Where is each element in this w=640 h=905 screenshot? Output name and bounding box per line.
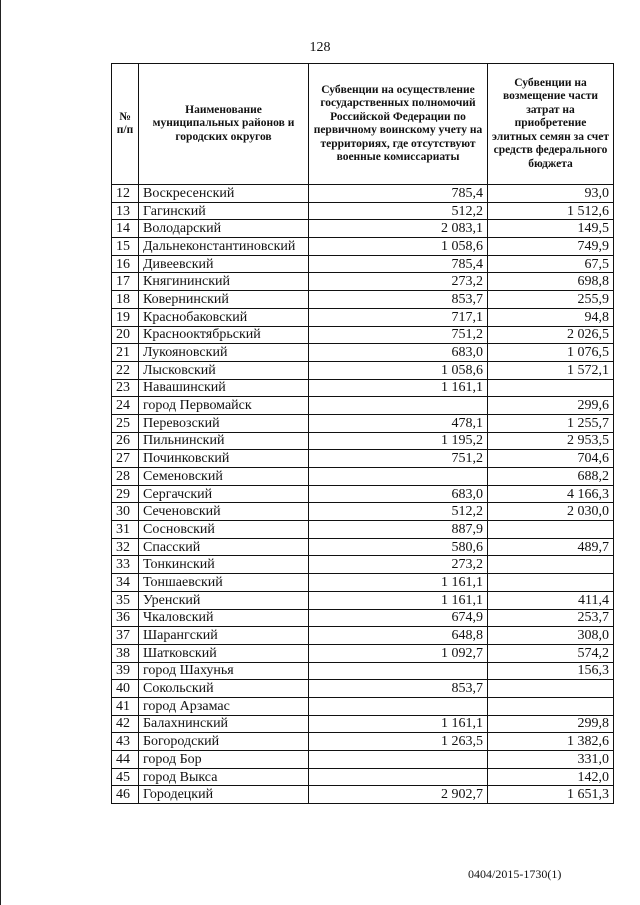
military-registration-value-cell: 1 058,6	[309, 361, 488, 379]
table-row	[112, 468, 614, 486]
military-registration-value-cell: 887,9	[309, 521, 488, 539]
elite-seeds-value-cell: 1 512,6	[488, 202, 614, 220]
military-registration-value-cell: 1 161,1	[309, 574, 488, 592]
row-number-cell: 45	[112, 768, 139, 786]
table-row	[112, 715, 614, 733]
military-registration-value-cell: 273,2	[309, 556, 488, 574]
military-registration-value-cell	[309, 768, 488, 786]
row-number-cell: 40	[112, 680, 139, 698]
military-registration-value-cell: 853,7	[309, 291, 488, 309]
row-number-cell: 22	[112, 361, 139, 379]
elite-seeds-value-cell: 749,9	[488, 238, 614, 256]
elite-seeds-value-cell: 94,8	[488, 308, 614, 326]
municipality-name-cell: Спасский	[139, 538, 309, 556]
military-registration-value-cell: 683,0	[309, 344, 488, 362]
table-row	[112, 609, 614, 627]
subsidy-table	[111, 63, 614, 804]
municipality-name-cell: Володарский	[139, 220, 309, 238]
row-number-cell: 25	[112, 414, 139, 432]
elite-seeds-value-cell: 2 026,5	[488, 326, 614, 344]
table-row	[112, 485, 614, 503]
row-number-cell: 20	[112, 326, 139, 344]
table-row	[112, 432, 614, 450]
elite-seeds-value-cell: 698,8	[488, 273, 614, 291]
row-number-cell: 43	[112, 733, 139, 751]
table-row	[112, 326, 614, 344]
municipality-name-cell: Княгининский	[139, 273, 309, 291]
row-number-cell: 35	[112, 591, 139, 609]
table-row	[112, 521, 614, 539]
header-name: Наименование муниципальных районов и городских округов	[139, 64, 309, 185]
military-registration-value-cell: 717,1	[309, 308, 488, 326]
table-row	[112, 733, 614, 751]
row-number-cell: 44	[112, 751, 139, 769]
row-number-cell: 16	[112, 255, 139, 273]
military-registration-value-cell: 683,0	[309, 485, 488, 503]
table-row	[112, 361, 614, 379]
municipality-name-cell: Сергачский	[139, 485, 309, 503]
municipality-name-cell: Краснобаковский	[139, 308, 309, 326]
row-number-cell: 42	[112, 715, 139, 733]
row-number-cell: 18	[112, 291, 139, 309]
municipality-name-cell: Сокольский	[139, 680, 309, 698]
row-number-cell: 15	[112, 238, 139, 256]
elite-seeds-value-cell: 411,4	[488, 591, 614, 609]
elite-seeds-value-cell: 253,7	[488, 609, 614, 627]
military-registration-value-cell	[309, 751, 488, 769]
elite-seeds-value-cell: 93,0	[488, 185, 614, 203]
header-military-registration-subsidy: Субвенции на осуществление государственных полномочий Российской Федерации по первичному воинскому учету на территориях, где отсутствуют военные комиссариаты	[309, 64, 488, 185]
military-registration-value-cell: 1 161,1	[309, 591, 488, 609]
elite-seeds-value-cell: 299,8	[488, 715, 614, 733]
military-registration-value-cell	[309, 697, 488, 715]
table-header-row	[112, 64, 614, 185]
municipality-name-cell: Пильнинский	[139, 432, 309, 450]
military-registration-value-cell: 785,4	[309, 185, 488, 203]
page-number: 128	[309, 40, 331, 55]
row-number-cell: 24	[112, 397, 139, 415]
document-code: 0404/2015-1730(1)	[468, 867, 562, 881]
military-registration-value-cell: 512,2	[309, 202, 488, 220]
table-row	[112, 238, 614, 256]
military-registration-value-cell	[309, 468, 488, 486]
table-body	[112, 185, 614, 804]
military-registration-value-cell: 1 092,7	[309, 644, 488, 662]
elite-seeds-value-cell: 308,0	[488, 627, 614, 645]
row-number-cell: 23	[112, 379, 139, 397]
row-number-cell: 38	[112, 644, 139, 662]
row-number-cell: 29	[112, 485, 139, 503]
table-row	[112, 450, 614, 468]
elite-seeds-value-cell: 688,2	[488, 468, 614, 486]
municipality-name-cell: город Выкса	[139, 768, 309, 786]
row-number-cell: 39	[112, 662, 139, 680]
table-row	[112, 786, 614, 804]
table-row	[112, 627, 614, 645]
municipality-name-cell: Семеновский	[139, 468, 309, 486]
row-number-cell: 13	[112, 202, 139, 220]
elite-seeds-value-cell: 2 030,0	[488, 503, 614, 521]
row-number-cell: 36	[112, 609, 139, 627]
military-registration-value-cell: 273,2	[309, 273, 488, 291]
row-number-cell: 14	[112, 220, 139, 238]
military-registration-value-cell: 2 902,7	[309, 786, 488, 804]
page-left-edge	[0, 0, 1, 905]
row-number-cell: 27	[112, 450, 139, 468]
elite-seeds-value-cell: 67,5	[488, 255, 614, 273]
table-row	[112, 503, 614, 521]
table-row	[112, 644, 614, 662]
municipality-name-cell: Чкаловский	[139, 609, 309, 627]
table-row	[112, 202, 614, 220]
table-row	[112, 255, 614, 273]
municipality-name-cell: Дивеевский	[139, 255, 309, 273]
military-registration-value-cell: 580,6	[309, 538, 488, 556]
table-row	[112, 273, 614, 291]
elite-seeds-value-cell	[488, 697, 614, 715]
municipality-name-cell: Дальнеконстантиновский	[139, 238, 309, 256]
elite-seeds-value-cell: 2 953,5	[488, 432, 614, 450]
military-registration-value-cell: 785,4	[309, 255, 488, 273]
header-number: № п/п	[112, 64, 139, 185]
table-row	[112, 697, 614, 715]
military-registration-value-cell: 512,2	[309, 503, 488, 521]
row-number-cell: 32	[112, 538, 139, 556]
table-row	[112, 220, 614, 238]
municipality-name-cell: Уренский	[139, 591, 309, 609]
municipality-name-cell: Шарангский	[139, 627, 309, 645]
municipality-name-cell: Воскресенский	[139, 185, 309, 203]
row-number-cell: 33	[112, 556, 139, 574]
military-registration-value-cell	[309, 397, 488, 415]
elite-seeds-value-cell	[488, 556, 614, 574]
municipality-name-cell: Починковский	[139, 450, 309, 468]
military-registration-value-cell: 674,9	[309, 609, 488, 627]
municipality-name-cell: Навашинский	[139, 379, 309, 397]
table-row	[112, 291, 614, 309]
row-number-cell: 31	[112, 521, 139, 539]
elite-seeds-value-cell	[488, 680, 614, 698]
military-registration-value-cell: 853,7	[309, 680, 488, 698]
municipality-name-cell: Сосновский	[139, 521, 309, 539]
table-row	[112, 414, 614, 432]
military-registration-value-cell: 1 263,5	[309, 733, 488, 751]
military-registration-value-cell: 1 058,6	[309, 238, 488, 256]
municipality-name-cell: Балахнинский	[139, 715, 309, 733]
row-number-cell: 26	[112, 432, 139, 450]
military-registration-value-cell	[309, 662, 488, 680]
table-row	[112, 308, 614, 326]
row-number-cell: 17	[112, 273, 139, 291]
row-number-cell: 28	[112, 468, 139, 486]
elite-seeds-value-cell	[488, 521, 614, 539]
municipality-name-cell: Богородский	[139, 733, 309, 751]
table-row	[112, 680, 614, 698]
row-number-cell: 34	[112, 574, 139, 592]
military-registration-value-cell: 478,1	[309, 414, 488, 432]
row-number-cell: 46	[112, 786, 139, 804]
municipality-name-cell: Лукояновский	[139, 344, 309, 362]
municipality-name-cell: город Арзамас	[139, 697, 309, 715]
municipality-name-cell: Сеченовский	[139, 503, 309, 521]
municipality-name-cell: Перевозский	[139, 414, 309, 432]
elite-seeds-value-cell: 142,0	[488, 768, 614, 786]
elite-seeds-value-cell: 574,2	[488, 644, 614, 662]
municipality-name-cell: Городецкий	[139, 786, 309, 804]
elite-seeds-value-cell: 489,7	[488, 538, 614, 556]
elite-seeds-value-cell: 299,6	[488, 397, 614, 415]
military-registration-value-cell: 2 083,1	[309, 220, 488, 238]
row-number-cell: 41	[112, 697, 139, 715]
municipality-name-cell: Шатковский	[139, 644, 309, 662]
table-row	[112, 574, 614, 592]
elite-seeds-value-cell: 255,9	[488, 291, 614, 309]
elite-seeds-value-cell: 156,3	[488, 662, 614, 680]
row-number-cell: 30	[112, 503, 139, 521]
table-row	[112, 397, 614, 415]
row-number-cell: 37	[112, 627, 139, 645]
elite-seeds-value-cell: 1 572,1	[488, 361, 614, 379]
military-registration-value-cell: 1 161,1	[309, 715, 488, 733]
municipality-name-cell: Лысковский	[139, 361, 309, 379]
table-row	[112, 556, 614, 574]
table-row	[112, 538, 614, 556]
military-registration-value-cell: 1 161,1	[309, 379, 488, 397]
military-registration-value-cell: 751,2	[309, 450, 488, 468]
military-registration-value-cell: 1 195,2	[309, 432, 488, 450]
elite-seeds-value-cell: 149,5	[488, 220, 614, 238]
municipality-name-cell: Краснооктябрьский	[139, 326, 309, 344]
municipality-name-cell: Гагинский	[139, 202, 309, 220]
municipality-name-cell: город Бор	[139, 751, 309, 769]
elite-seeds-value-cell: 1 382,6	[488, 733, 614, 751]
elite-seeds-value-cell	[488, 379, 614, 397]
row-number-cell: 21	[112, 344, 139, 362]
elite-seeds-value-cell: 1 651,3	[488, 786, 614, 804]
table-row	[112, 344, 614, 362]
elite-seeds-value-cell: 1 255,7	[488, 414, 614, 432]
table-row	[112, 185, 614, 203]
elite-seeds-value-cell: 331,0	[488, 751, 614, 769]
military-registration-value-cell: 648,8	[309, 627, 488, 645]
elite-seeds-value-cell	[488, 574, 614, 592]
elite-seeds-value-cell: 4 166,3	[488, 485, 614, 503]
elite-seeds-value-cell: 1 076,5	[488, 344, 614, 362]
elite-seeds-value-cell: 704,6	[488, 450, 614, 468]
municipality-name-cell: Ковернинский	[139, 291, 309, 309]
row-number-cell: 19	[112, 308, 139, 326]
table-row	[112, 662, 614, 680]
header-elite-seeds-subsidy: Субвенции на возмещение части затрат на приобретение элитных семян за счет средств федерального бюджета	[488, 64, 614, 185]
table-row	[112, 591, 614, 609]
table-row	[112, 751, 614, 769]
table-row	[112, 379, 614, 397]
municipality-name-cell: Тоншаевский	[139, 574, 309, 592]
table-row	[112, 768, 614, 786]
municipality-name-cell: Тонкинский	[139, 556, 309, 574]
municipality-name-cell: город Шахунья	[139, 662, 309, 680]
military-registration-value-cell: 751,2	[309, 326, 488, 344]
municipality-name-cell: город Первомайск	[139, 397, 309, 415]
row-number-cell: 12	[112, 185, 139, 203]
